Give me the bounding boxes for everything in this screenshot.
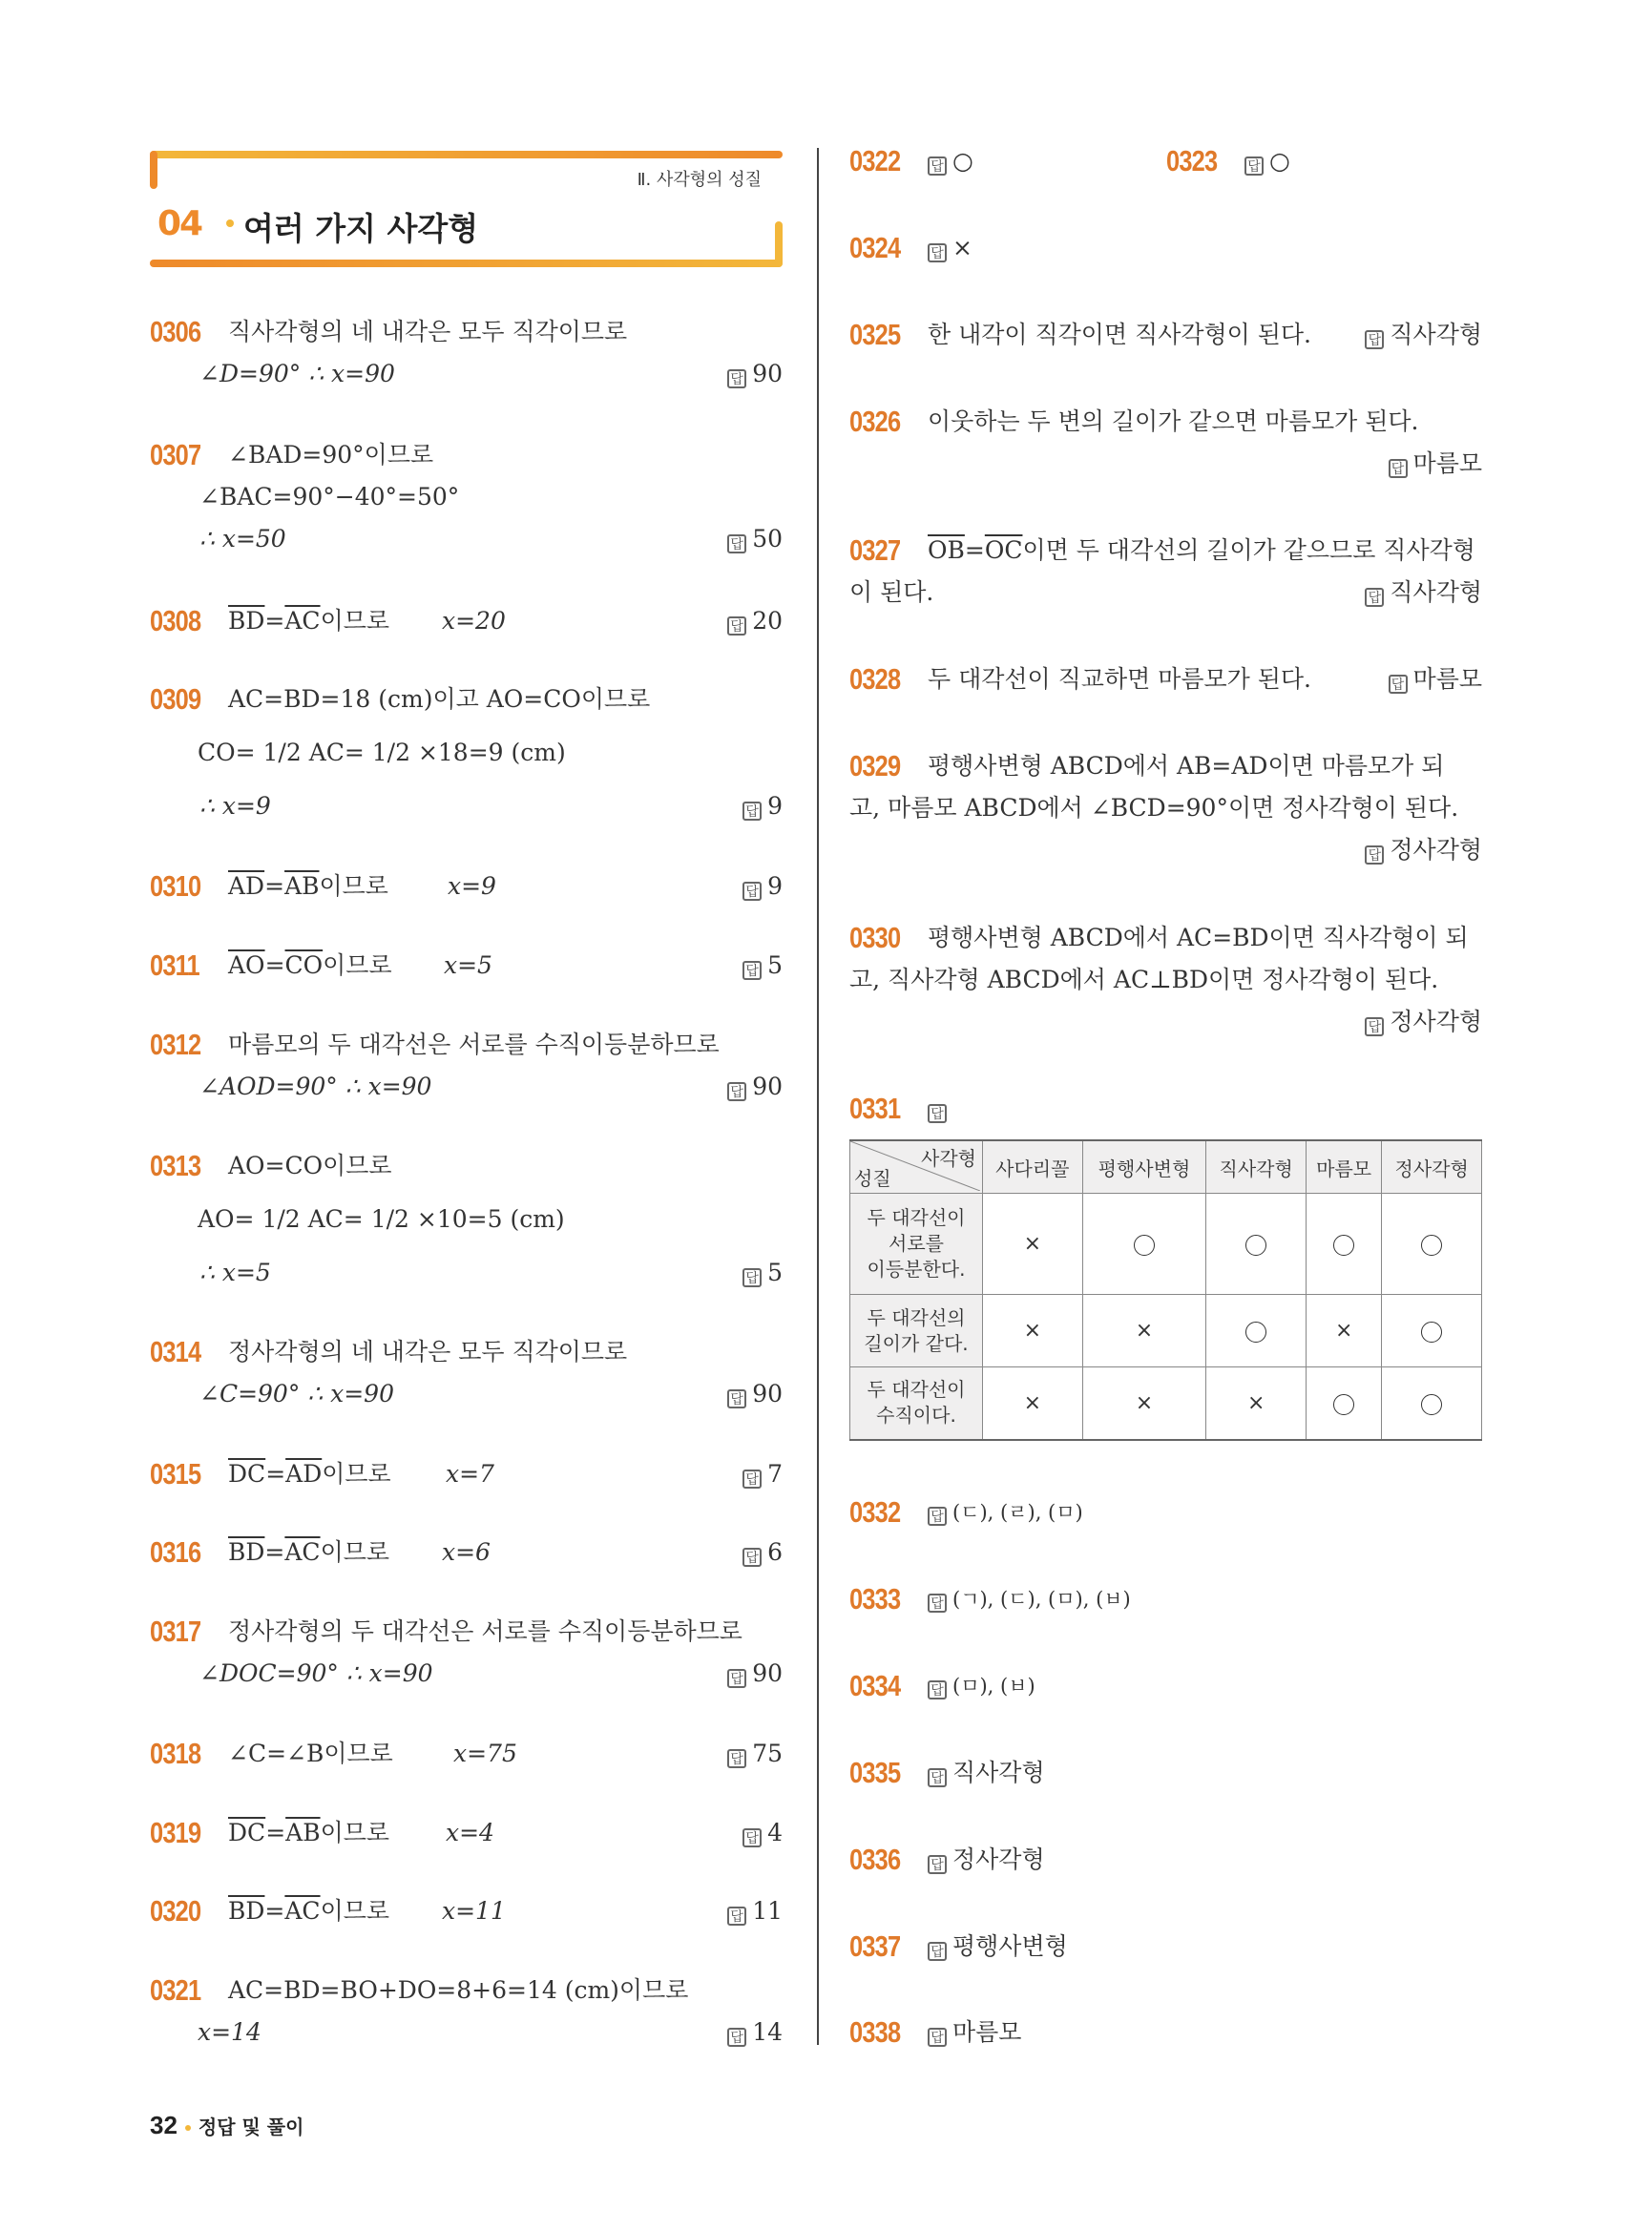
page-number: 32 [150, 2111, 178, 2139]
chapter-number: 04 [157, 204, 202, 243]
answer-value: 9 [767, 872, 783, 900]
answer-value: 90 [752, 1073, 783, 1100]
answer-icon: 답 [1389, 675, 1408, 694]
problem-number: 0311 [150, 949, 199, 982]
cross-mark: × [1135, 1390, 1154, 1415]
answer-value: (ㅁ), (ㅂ) [952, 1675, 1035, 1698]
problem-number: 0323 [1166, 144, 1218, 177]
answer-value: × [952, 234, 972, 261]
problem-0309 [150, 682, 783, 821]
answer-value: ○ [1269, 147, 1290, 175]
solution-text: 평행사변형 ABCD에서 AC=BD이면 직사각형이 되 [928, 924, 1469, 951]
row-header-line: 두 대각선이 [867, 1378, 966, 1402]
solution-text: x=5 [444, 951, 492, 979]
segment: $\overline{BD}$ [228, 607, 265, 635]
problem-0311 [150, 951, 783, 980]
problem-number: 0309 [150, 682, 201, 716]
answer-value: 75 [752, 1740, 783, 1767]
solution-text: 이므로 [319, 872, 388, 900]
answer-value: 직사각형 [1390, 321, 1482, 348]
answer-icon: 답 [928, 1680, 947, 1699]
answer-value: 마름모 [1412, 449, 1482, 477]
problem-0314 [150, 1335, 783, 1408]
answer-value: 90 [752, 1659, 783, 1687]
solution-text: 이므로 [323, 951, 392, 979]
solution-text: 직사각형의 네 내각은 모두 직각이므로 [228, 318, 628, 345]
segment: $\overline{OC}$ [984, 536, 1023, 564]
solution-text: AO=CO이므로 [228, 1152, 392, 1179]
row-header-line: 두 대각선의 [867, 1305, 966, 1329]
table-cell [983, 1194, 1083, 1295]
answer-icon: 답 [727, 1749, 746, 1768]
problem-0331 [849, 1092, 1482, 1125]
cross-mark: × [1334, 1319, 1353, 1343]
row-header [850, 1194, 983, 1295]
answer [1365, 1008, 1482, 1036]
solution-text: = [264, 1538, 285, 1566]
segment: $\overline{AO}$ [228, 951, 265, 979]
answer [727, 1740, 783, 1768]
table-cell [983, 1367, 1083, 1440]
segment: $\overline{AD}$ [285, 1460, 323, 1488]
solution-text: 이면 두 대각선의 길이가 같으므로 직사각형 [1022, 536, 1475, 564]
answer-value: 5 [767, 1259, 783, 1286]
segment: $\overline{BD}$ [228, 1538, 265, 1566]
problem-number: 0334 [849, 1669, 901, 1702]
problem-0322 [849, 144, 1482, 177]
solution-text: 이므로 [320, 1897, 390, 1925]
problem-number: 0332 [849, 1495, 901, 1529]
solution-text: AC=BD=18 (cm)이고 AO=CO이므로 [228, 685, 651, 713]
solution-text: 이웃하는 두 변의 길이가 같으면 마름모가 된다. [928, 407, 1419, 435]
answer-icon: 답 [727, 369, 746, 388]
answer-icon: 답 [727, 1389, 746, 1408]
answer [1389, 449, 1482, 478]
answer-icon: 답 [742, 882, 762, 901]
table-cell [1206, 1295, 1307, 1367]
solution-text: 이 된다. [849, 578, 934, 606]
problem-number: 0324 [849, 231, 901, 264]
answer [727, 607, 783, 636]
answer [742, 792, 783, 821]
segment: $\overline{AC}$ [284, 607, 321, 635]
row-header-line: 길이가 같다. [864, 1331, 969, 1355]
circle-mark [1245, 1235, 1266, 1256]
problem-0332 [849, 1495, 1482, 1529]
problem-0328 [849, 662, 1482, 696]
answer-value: 정사각형 [1390, 1008, 1482, 1035]
problem-number: 0329 [849, 749, 901, 782]
cross-mark: × [1023, 1232, 1042, 1256]
header-bottom-bar [150, 260, 783, 267]
answer [1365, 578, 1482, 607]
problem-0316 [150, 1535, 783, 1569]
solution-text: 이므로 [320, 1819, 390, 1846]
answer-value: (ㄷ), (ㄹ), (ㅁ) [952, 1501, 1083, 1524]
answer [727, 525, 783, 553]
solution-text: ∴ x=9 [199, 792, 271, 820]
problem-number: 0333 [849, 1582, 901, 1616]
answer-value: 6 [767, 1538, 783, 1566]
problem-number: 0310 [150, 869, 201, 903]
answer-icon: 답 [742, 1470, 762, 1489]
solution-text: = [264, 1897, 285, 1925]
row-header-line: 수직이다. [876, 1404, 956, 1428]
table-row [850, 1194, 1482, 1295]
segment: $\overline{CO}$ [284, 951, 324, 979]
answer-icon: 답 [928, 243, 947, 262]
answer-icon: 답 [742, 802, 762, 821]
solution-text: ∠D=90° ∴ x=90 [199, 360, 395, 387]
problem-number: 0318 [150, 1737, 201, 1770]
problem-number: 0315 [150, 1457, 201, 1491]
row-header-line: 서로를 [889, 1232, 944, 1255]
problem-number: 0337 [849, 1929, 901, 1963]
solution-text: x=7 [446, 1460, 494, 1488]
solution-text: 마름모의 두 대각선은 서로를 수직이등분하므로 [228, 1031, 720, 1058]
cross-mark: × [1246, 1390, 1265, 1415]
segment: $\overline{AC}$ [284, 1897, 321, 1925]
solution-text: ∠BAC=90°−40°=50° [199, 483, 460, 511]
answer-icon: 답 [1365, 845, 1384, 865]
answer-value: 9 [767, 792, 783, 820]
answer [742, 1538, 783, 1567]
answer-icon: 답 [928, 1104, 947, 1123]
answer [1365, 321, 1482, 349]
circle-mark [1421, 1235, 1442, 1256]
header-dot [226, 219, 234, 227]
answer-icon: 답 [727, 1907, 746, 1926]
problem-0308 [150, 604, 783, 637]
answer-icon: 답 [928, 1942, 947, 1961]
problem-0337 [849, 1929, 1482, 1963]
solution-text: = [265, 1819, 286, 1846]
column-header: 직사각형 [1206, 1140, 1307, 1194]
problem-0306 [150, 315, 783, 388]
problem-0338 [849, 2015, 1482, 2049]
answer [727, 360, 783, 388]
page-footer [150, 2111, 303, 2140]
row-header [850, 1295, 983, 1367]
table-cell [1306, 1295, 1381, 1367]
table-row [850, 1295, 1482, 1367]
segment: $\overline{BD}$ [228, 1897, 265, 1925]
answer-icon: 답 [928, 2028, 947, 2047]
column-header: 평행사변형 [1082, 1140, 1206, 1194]
answer [1389, 665, 1482, 694]
table-cell [983, 1295, 1083, 1367]
answer-value: 5 [767, 951, 783, 979]
answer-value: 50 [752, 525, 783, 553]
problem-number: 0306 [150, 315, 201, 348]
segment: $\overline{AB}$ [284, 872, 320, 900]
problem-number: 0312 [150, 1028, 201, 1061]
circle-mark [1421, 1394, 1442, 1415]
segment: $\overline{DC}$ [228, 1460, 266, 1488]
footer-dot [185, 2125, 191, 2131]
segment: $\overline{AC}$ [284, 1538, 321, 1566]
solution-text: ∠BAD=90°이므로 [228, 441, 434, 469]
problem-number: 0320 [150, 1894, 201, 1928]
header-top-bar [150, 151, 783, 158]
footer-text: 정답 및 풀이 [198, 2116, 304, 2138]
answer [727, 1380, 783, 1408]
problem-0334 [849, 1669, 1482, 1702]
problem-0326 [849, 407, 1482, 478]
circle-mark [1134, 1235, 1155, 1256]
problem-0310 [150, 869, 783, 903]
column-header: 마름모 [1306, 1140, 1381, 1194]
answer-icon: 답 [928, 156, 947, 176]
answer-value: 마름모 [1412, 665, 1482, 693]
answer-icon: 답 [727, 616, 746, 636]
answer [727, 2018, 783, 2047]
table-cell [1082, 1194, 1206, 1295]
solution-text: ∴ x=5 [199, 1259, 271, 1286]
table-cell [1382, 1295, 1482, 1367]
segment: $\overline{AD}$ [228, 872, 265, 900]
answer-icon: 답 [742, 1268, 762, 1287]
solution-text: x=4 [446, 1819, 494, 1846]
solution-text: = [264, 872, 285, 900]
answer-value: 정사각형 [952, 1845, 1045, 1873]
problem-0330 [849, 921, 1482, 1036]
column-header: 정사각형 [1382, 1140, 1482, 1194]
column-header: 사다리꼴 [983, 1140, 1083, 1194]
answer-value: 90 [752, 1380, 783, 1407]
solution-text: 정사각형의 네 내각은 모두 직각이므로 [228, 1338, 628, 1366]
chapter-header [150, 145, 783, 271]
solution-text: ∠C=∠B이므로 [228, 1740, 393, 1767]
answer [742, 1819, 783, 1847]
problem-0315 [150, 1457, 783, 1491]
answer-icon: 답 [928, 1768, 947, 1787]
solution-text: ∴ x=50 [199, 525, 286, 553]
answer-value: 7 [767, 1460, 783, 1488]
problem-0312 [150, 1028, 783, 1101]
problem-number: 0338 [849, 2015, 901, 2049]
table-cell [1306, 1194, 1381, 1295]
solution-text: AO= 1/2 AC= 1/2 ×10=5 (cm) [198, 1205, 565, 1233]
solution-text: 고, 마름모 ABCD에서 ∠BCD=90°이면 정사각형이 된다. [849, 794, 1459, 822]
problem-number: 0331 [849, 1092, 901, 1125]
answer-icon: 답 [727, 1669, 746, 1688]
problem-number: 0321 [150, 1973, 201, 2007]
solution-text: = [264, 951, 285, 979]
problem-0321 [150, 1973, 783, 2047]
corner-top-label: 사각형 [921, 1147, 976, 1170]
circle-mark [1421, 1322, 1442, 1343]
problem-number: 0325 [849, 318, 901, 351]
problem-number: 0316 [150, 1535, 201, 1569]
answer-value: 4 [767, 1819, 783, 1846]
chapter-subtitle: Ⅱ. 사각형의 성질 [637, 170, 762, 190]
solution-text: 고, 직사각형 ABCD에서 AC⊥BD이면 정사각형이 된다. [849, 966, 1439, 993]
answer [727, 1897, 783, 1926]
problem-0320 [150, 1894, 783, 1928]
problem-0336 [849, 1845, 1482, 1874]
chapter-title: 여러 가지 사각형 [243, 210, 479, 247]
table-cell [1306, 1367, 1381, 1440]
answer-value: 90 [752, 360, 783, 387]
solution-text: = [264, 607, 285, 635]
answer [1365, 836, 1482, 865]
answer-icon: 답 [727, 534, 746, 553]
solution-text: ∠C=90° ∴ x=90 [199, 1380, 394, 1407]
cross-mark: × [1023, 1390, 1042, 1415]
property-table [849, 1139, 1482, 1441]
answer [742, 872, 783, 901]
answer-value: 14 [752, 2018, 783, 2046]
problem-number: 0314 [150, 1335, 201, 1368]
problem-0313 [150, 1149, 783, 1287]
problem-0324 [849, 231, 1482, 264]
solution-text: x=6 [442, 1538, 491, 1566]
problem-0317 [150, 1617, 783, 1688]
solution-text: x=75 [453, 1740, 517, 1767]
solution-text: x=11 [442, 1897, 506, 1925]
solution-text: 한 내각이 직각이면 직사각형이 된다. [928, 321, 1311, 348]
solution-text: 이므로 [322, 1460, 391, 1488]
answer-icon: 답 [1365, 588, 1384, 607]
solution-text: 이므로 [320, 1538, 390, 1566]
answer-value: 20 [752, 607, 783, 635]
answer [742, 951, 783, 980]
solution-text: 두 대각선이 직교하면 마름모가 된다. [928, 665, 1311, 693]
problem-0333 [849, 1582, 1482, 1616]
column-divider [817, 148, 819, 2045]
circle-mark [1333, 1235, 1354, 1256]
answer-icon: 답 [742, 1828, 762, 1847]
answer-value: (ㄱ), (ㄷ), (ㅁ), (ㅂ) [952, 1588, 1131, 1611]
solution-text: 이므로 [320, 607, 390, 635]
problem-0319 [150, 1816, 783, 1849]
answer [742, 1460, 783, 1489]
problem-number: 0308 [150, 604, 201, 637]
solution-text: CO= 1/2 AC= 1/2 ×18=9 (cm) [198, 739, 566, 766]
circle-mark [1245, 1322, 1266, 1343]
solution-text: ∠DOC=90° ∴ x=90 [199, 1659, 433, 1687]
row-header [850, 1367, 983, 1440]
segment: $\overline{AB}$ [285, 1819, 321, 1846]
problem-0335 [849, 1756, 1482, 1789]
solution-text: AC=BD=BO+DO=8+6=14 (cm)이므로 [228, 1976, 689, 2004]
answer-value: ○ [952, 147, 973, 175]
answer-icon: 답 [1389, 459, 1408, 478]
table-cell [1206, 1367, 1307, 1440]
row-header-line: 이등분한다. [867, 1258, 966, 1281]
answer-icon: 답 [1365, 1017, 1384, 1036]
table-cell [1206, 1194, 1307, 1295]
table-corner [850, 1140, 983, 1194]
problem-number: 0319 [150, 1816, 201, 1849]
answer-icon: 답 [1244, 156, 1264, 176]
solution-text: ∠AOD=90° ∴ x=90 [199, 1073, 432, 1100]
table-cell [1382, 1367, 1482, 1440]
answer-value: 11 [752, 1897, 783, 1925]
table-row [850, 1367, 1482, 1440]
answer [727, 1073, 783, 1101]
answer [742, 1259, 783, 1287]
answer-value: 마름모 [952, 2018, 1022, 2046]
answer-value: 직사각형 [952, 1759, 1045, 1786]
problem-0329 [849, 749, 1482, 865]
solution-text: x=9 [448, 872, 496, 900]
table-cell [1382, 1194, 1482, 1295]
answer-icon: 답 [1365, 330, 1384, 349]
problem-number: 0330 [849, 921, 901, 954]
cross-mark: × [1023, 1319, 1042, 1343]
header-corner [150, 151, 157, 189]
solution-text: = [265, 1460, 286, 1488]
problem-number: 0327 [849, 533, 901, 567]
corner-bottom-label: 성질 [854, 1167, 891, 1190]
problem-number: 0313 [150, 1149, 201, 1182]
solution-text: x=20 [442, 607, 506, 635]
problem-0327 [849, 533, 1482, 607]
solution-text: 정사각형의 두 대각선은 서로를 수직이등분하므로 [228, 1617, 742, 1645]
segment: $\overline{DC}$ [228, 1819, 266, 1846]
answer-icon: 답 [742, 1548, 762, 1567]
solution-text: 평행사변형 ABCD에서 AB=AD이면 마름모가 되 [928, 752, 1445, 780]
solution-text: x=14 [198, 2018, 261, 2046]
answer-icon: 답 [928, 1855, 947, 1874]
problem-number: 0335 [849, 1756, 901, 1789]
problem-0325 [849, 318, 1482, 351]
answer-icon: 답 [742, 961, 762, 980]
answer-icon: 답 [928, 1594, 947, 1613]
problem-number: 0336 [849, 1843, 901, 1876]
problem-number: 0317 [150, 1615, 201, 1648]
table-cell [1082, 1367, 1206, 1440]
circle-mark [1333, 1394, 1354, 1415]
problem-number: 0328 [849, 662, 901, 696]
problem-number: 0326 [849, 405, 901, 438]
problem-number: 0322 [849, 144, 901, 177]
answer-value: 정사각형 [1390, 836, 1482, 864]
answer-value: 평행사변형 [952, 1932, 1068, 1960]
answer-icon: 답 [727, 2028, 746, 2047]
answer-icon: 답 [928, 1507, 947, 1526]
cross-mark: × [1135, 1319, 1154, 1343]
segment: $\overline{OB}$ [928, 536, 965, 564]
answer [727, 1659, 783, 1688]
answer-icon: 답 [727, 1082, 746, 1101]
problem-number: 0307 [150, 438, 201, 471]
problem-0307 [150, 438, 783, 553]
answer-value: 직사각형 [1390, 578, 1482, 606]
problem-0318 [150, 1737, 783, 1770]
row-header-line: 두 대각선이 [867, 1206, 966, 1229]
solution-text: = [964, 536, 985, 564]
table-cell [1082, 1295, 1206, 1367]
